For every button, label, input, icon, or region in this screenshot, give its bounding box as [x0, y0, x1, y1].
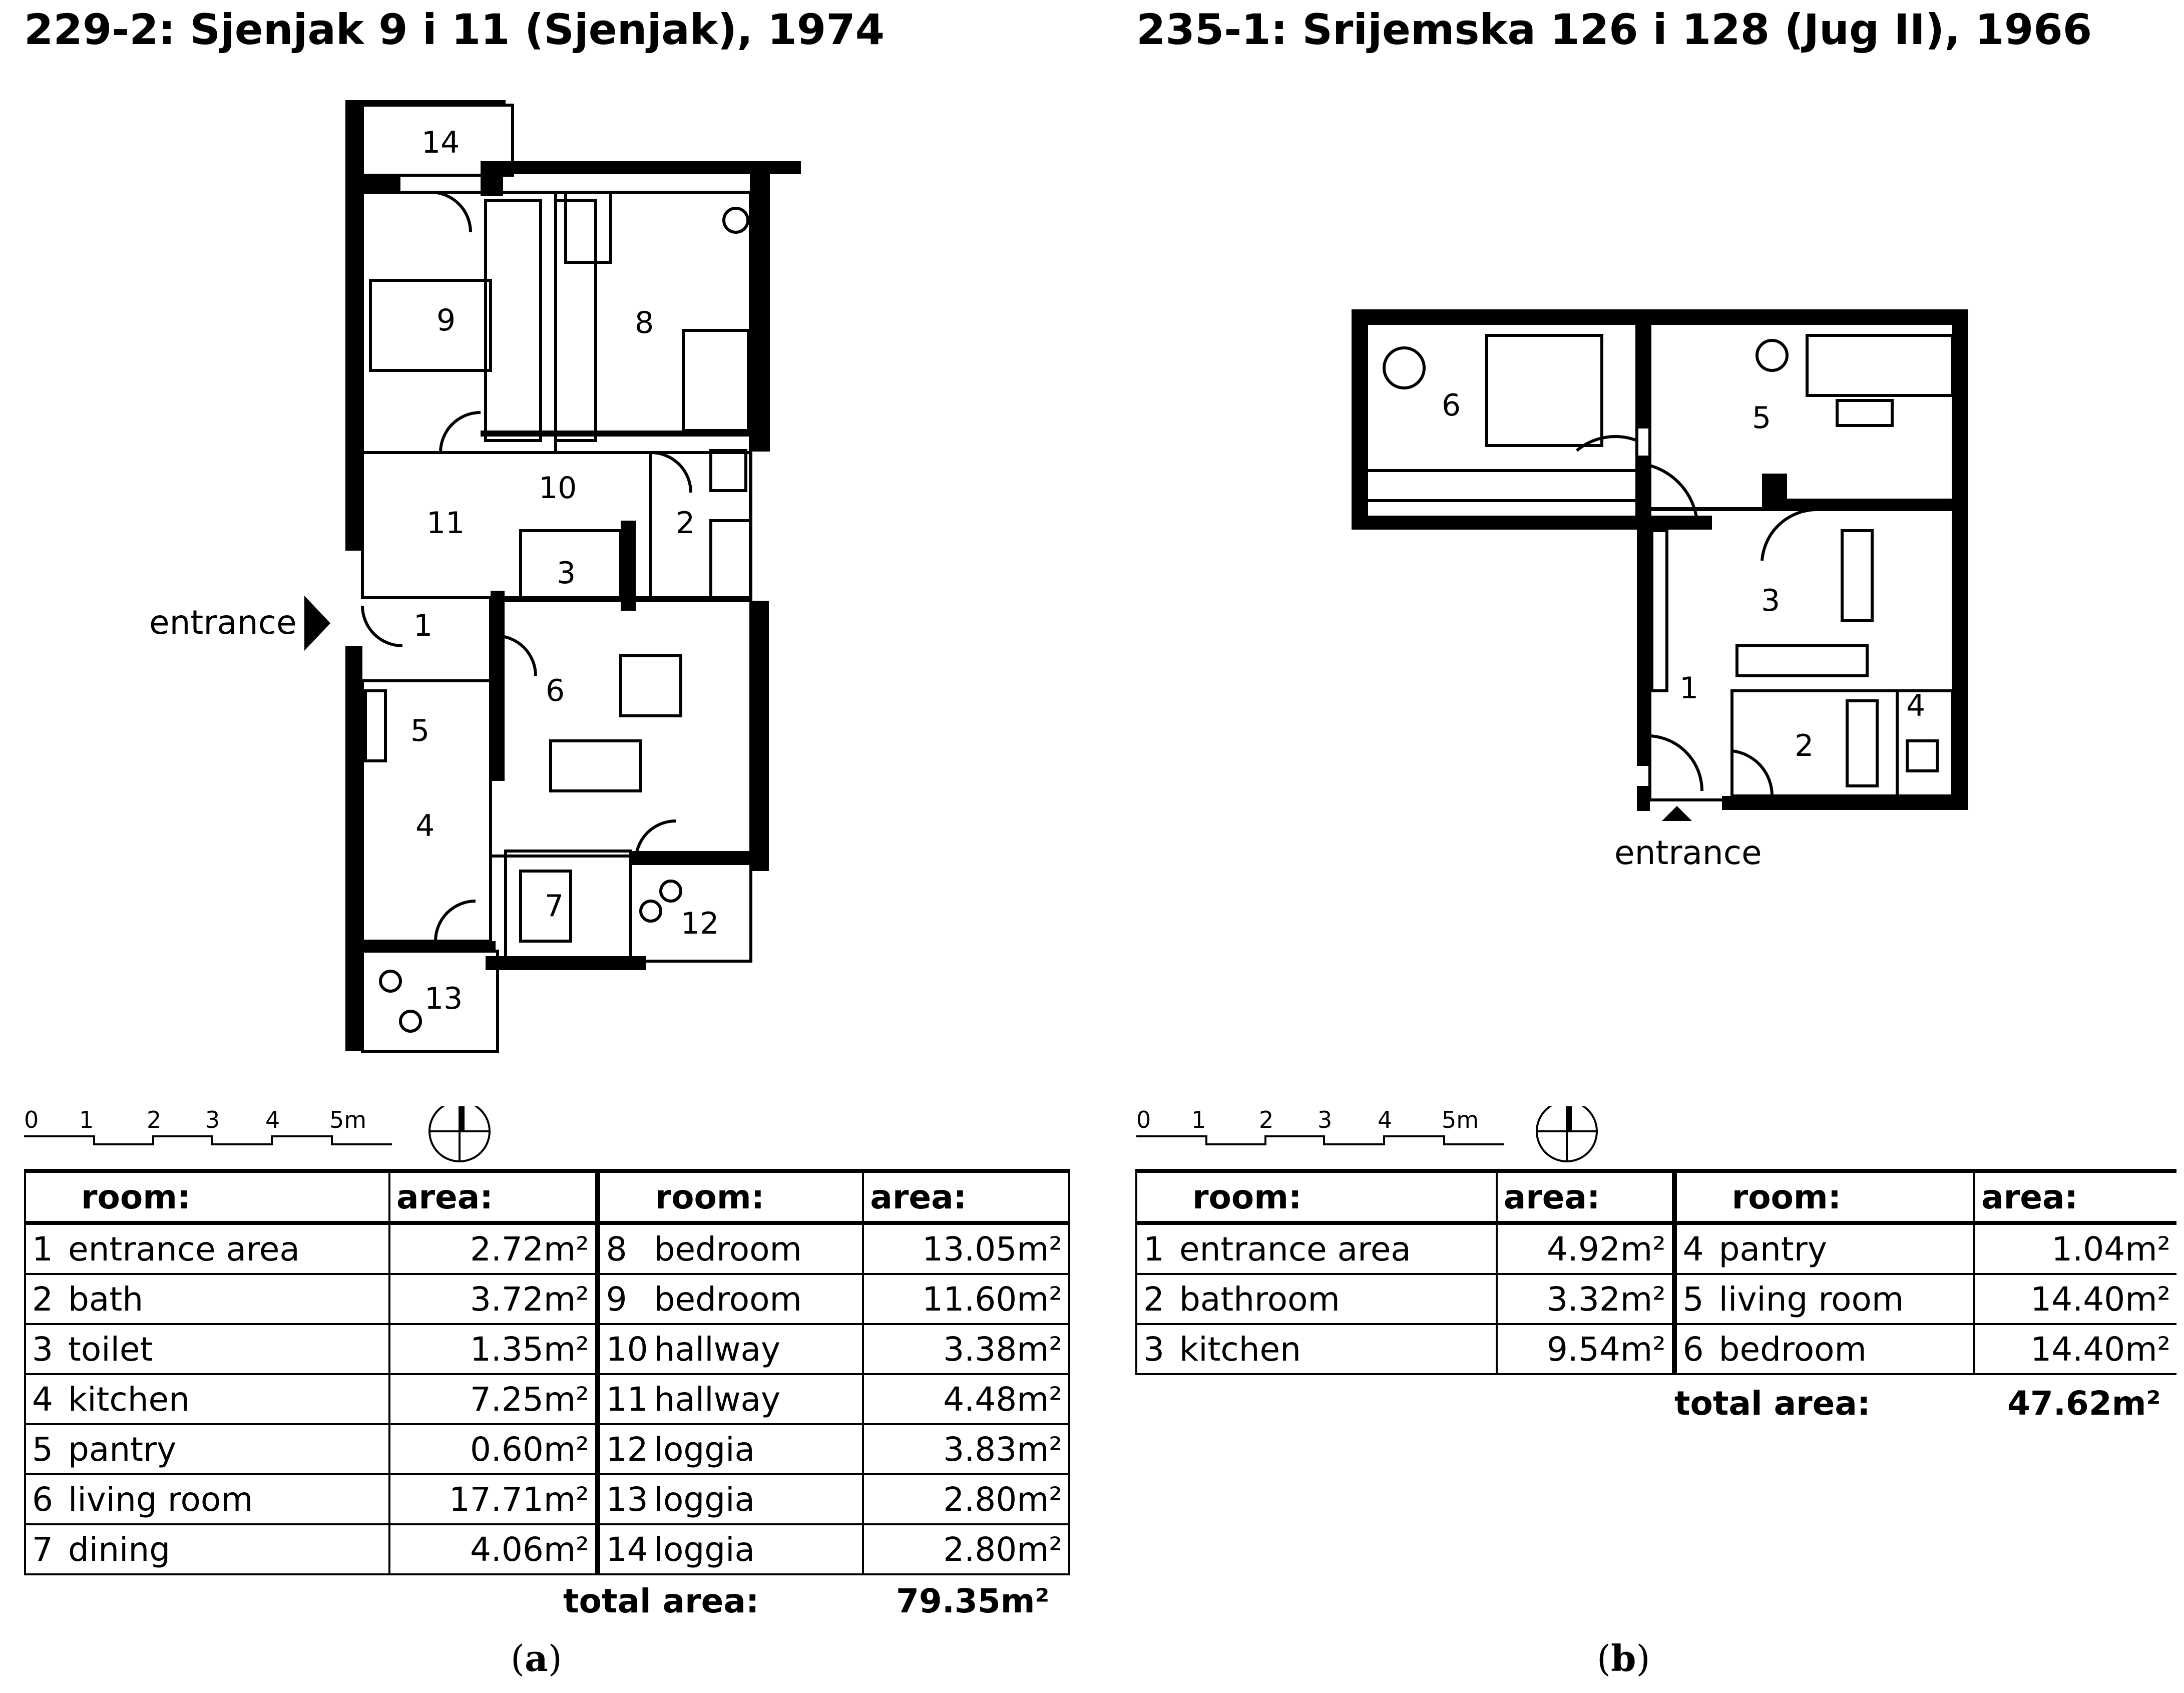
cell-name: living room: [62, 1474, 389, 1524]
cell-area: 0.60m²: [389, 1424, 598, 1474]
header-room: room:: [1136, 1171, 1497, 1223]
cell-num: 10: [598, 1324, 648, 1374]
cell-name: entrance area: [62, 1223, 389, 1274]
cell-num: 2: [1136, 1274, 1173, 1324]
plan-a-left-wall: [345, 646, 362, 1051]
plan-b-scale-2: 2: [1259, 1106, 1274, 1133]
cell-num: 6: [1674, 1324, 1713, 1374]
table-row: [25, 1474, 1069, 1524]
cell-name: bedroom: [648, 1223, 863, 1274]
cell-num: 3: [25, 1324, 62, 1374]
cell-area: 1.35m²: [389, 1324, 598, 1374]
cell-name: bedroom: [648, 1274, 863, 1324]
header-room-2: room:: [598, 1171, 863, 1223]
plan-b-room-1: 1: [1679, 671, 1699, 706]
plan-a-total-value: 79.35m²: [896, 1582, 1050, 1620]
cell-area: 1.04m²: [1974, 1223, 2176, 1274]
header-room: room:: [25, 1171, 389, 1223]
table-row: [25, 1374, 1069, 1424]
plan-b-scale-4: 4: [1378, 1106, 1393, 1133]
cell-name: dining: [62, 1524, 389, 1574]
cell-area: 9.54m²: [1497, 1324, 1674, 1374]
cell-num: 4: [25, 1374, 62, 1424]
cell-num: 5: [1674, 1274, 1713, 1324]
cell-area: 11.60m²: [863, 1274, 1069, 1324]
cell-num: 11: [598, 1374, 648, 1424]
table-row: [25, 1223, 1069, 1274]
table-header: [1136, 1171, 2176, 1223]
plan-a-scale-0: 0: [24, 1106, 39, 1133]
plan-b-floorplan: [1301, 300, 2002, 851]
cell-name: kitchen: [1173, 1324, 1497, 1374]
cell-name: bathroom: [1173, 1274, 1497, 1324]
table-row: [25, 1274, 1069, 1324]
plan-a-scale-2: 2: [147, 1106, 162, 1133]
cell-name: bedroom: [1713, 1324, 1974, 1374]
cell-area: 4.48m²: [863, 1374, 1069, 1424]
cell-num: 2: [25, 1274, 62, 1324]
header-area-2: area:: [1974, 1171, 2176, 1223]
plan-b-entrance-arrow: [1662, 806, 1692, 821]
cell-num: 9: [598, 1274, 648, 1324]
plan-a-caption: (a): [511, 1637, 562, 1679]
cell-name: pantry: [1713, 1223, 1974, 1274]
plan-a-room-13: 13: [424, 981, 463, 1016]
table-row: [1136, 1223, 2176, 1274]
cell-area: 7.25m²: [389, 1374, 598, 1424]
plan-a-room-10: 10: [539, 471, 577, 506]
cell-name: living room: [1713, 1274, 1974, 1324]
cell-area: 4.06m²: [389, 1524, 598, 1574]
plan-b-caption: (b): [1597, 1637, 1650, 1679]
cell-num: 1: [1136, 1223, 1173, 1274]
plan-b-scale-3: 3: [1318, 1106, 1333, 1133]
table-row: [1136, 1274, 2176, 1324]
cell-area: 2.72m²: [389, 1223, 598, 1274]
cell-name: hallway: [648, 1374, 863, 1424]
cell-num: 13: [598, 1474, 648, 1524]
plan-b-total-value: 47.62m²: [2007, 1384, 2161, 1423]
cell-area: 4.92m²: [1497, 1223, 1674, 1274]
header-area: area:: [389, 1171, 598, 1223]
table-row: [25, 1324, 1069, 1374]
cell-area: 14.40m²: [1974, 1274, 2176, 1324]
table-row: [25, 1424, 1069, 1474]
plan-b-total-label: total area:: [1674, 1384, 1871, 1423]
cell-num: 6: [25, 1474, 62, 1524]
cell-num: 1: [25, 1223, 62, 1274]
cell-name: hallway: [648, 1324, 863, 1374]
plan-b-entrance-label: entrance: [1614, 833, 1762, 872]
plan-a-room-11: 11: [426, 506, 465, 541]
cell-name: loggia: [648, 1524, 863, 1574]
plan-a-room-14: 14: [421, 125, 460, 160]
plan-b-room-6: 6: [1442, 388, 1461, 423]
plan-b-caption-letter: b: [1611, 1637, 1636, 1679]
header-area-2: area:: [863, 1171, 1069, 1223]
plan-a-scale-4: 4: [265, 1106, 280, 1133]
cell-num: 8: [598, 1223, 648, 1274]
plan-a-scale-3: 3: [205, 1106, 220, 1133]
plan-a-scale-1: 1: [79, 1106, 94, 1133]
plan-a-scale-5: 5m: [329, 1106, 367, 1133]
plan-a-room-table: [24, 1169, 1070, 1575]
cell-area: 17.71m²: [389, 1474, 598, 1524]
plan-a-title: 229-2: Sjenjak 9 i 11 (Sjenjak), 1974: [24, 5, 885, 54]
plan-b-room-4: 4: [1906, 688, 1926, 723]
plan-a-room-5: 5: [410, 713, 430, 748]
table-header: [25, 1171, 1069, 1223]
plan-b-room-3: 3: [1761, 583, 1781, 618]
table-row: [1136, 1324, 2176, 1374]
cell-num: 12: [598, 1424, 648, 1474]
cell-num: 4: [1674, 1223, 1713, 1274]
plan-b-scale-5: 5m: [1442, 1106, 1479, 1133]
cell-num: 3: [1136, 1324, 1173, 1374]
cell-name: kitchen: [62, 1374, 389, 1424]
plan-a-room-1: 1: [413, 608, 433, 643]
plan-a-room-7: 7: [545, 889, 564, 924]
cell-name: toilet: [62, 1324, 389, 1374]
cell-name: entrance area: [1173, 1223, 1497, 1274]
cell-name: loggia: [648, 1424, 863, 1474]
plan-a-room-12: 12: [681, 906, 719, 941]
table-row: [25, 1524, 1069, 1574]
plan-a-room-2: 2: [676, 506, 695, 541]
plan-b-room-table: [1135, 1169, 2176, 1375]
cell-name: loggia: [648, 1474, 863, 1524]
plan-a-entrance-arrow: [304, 596, 330, 651]
plan-b-room-5: 5: [1752, 400, 1772, 436]
plan-b-scale-0: 0: [1136, 1106, 1151, 1133]
plan-b-title: 235-1: Srijemska 126 i 128 (Jug II), 1966: [1136, 5, 2092, 54]
cell-area: 3.32m²: [1497, 1274, 1674, 1324]
cell-area: 3.72m²: [389, 1274, 598, 1324]
plan-a-room-9: 9: [436, 303, 456, 338]
plan-a-room-3: 3: [557, 556, 576, 591]
cell-area: 3.83m²: [863, 1424, 1069, 1474]
header-area: area:: [1497, 1171, 1674, 1223]
plan-a-total-label: total area:: [563, 1582, 759, 1620]
header-room-2: room:: [1674, 1171, 1974, 1223]
plan-a-entrance-label: entrance: [149, 603, 297, 642]
cell-num: 14: [598, 1524, 648, 1574]
plan-a-caption-letter: a: [525, 1637, 548, 1679]
cell-area: 3.38m²: [863, 1324, 1069, 1374]
cell-area: 2.80m²: [863, 1474, 1069, 1524]
cell-area: 14.40m²: [1974, 1324, 2176, 1374]
plan-a-room-6: 6: [546, 673, 565, 708]
cell-num: 7: [25, 1524, 62, 1574]
plan-b-room-2: 2: [1795, 728, 1814, 763]
cell-area: 2.80m²: [863, 1524, 1069, 1574]
cell-num: 5: [25, 1424, 62, 1474]
cell-area: 13.05m²: [863, 1223, 1069, 1274]
plan-b-scale-1: 1: [1191, 1106, 1206, 1133]
cell-name: bath: [62, 1274, 389, 1324]
cell-name: pantry: [62, 1424, 389, 1474]
plan-a-room-4: 4: [415, 808, 435, 843]
plan-a-room-8: 8: [635, 305, 654, 340]
